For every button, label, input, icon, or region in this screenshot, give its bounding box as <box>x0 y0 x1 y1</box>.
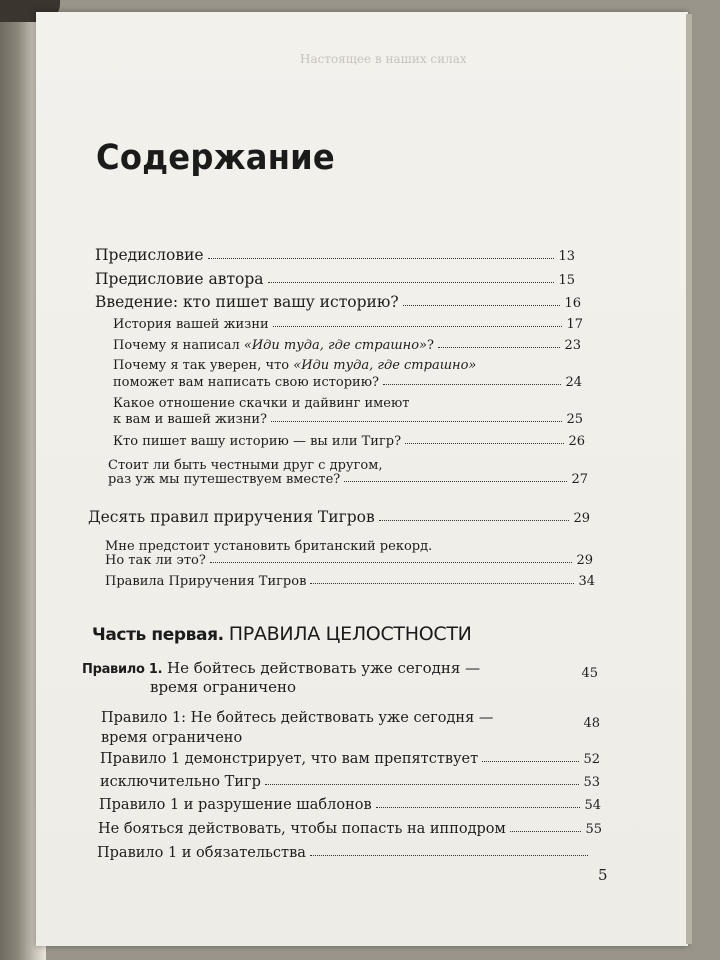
toc-subentry: к вам и вашей жизни? 25 <box>113 412 583 427</box>
toc-subentry: История вашей жизни 17 <box>113 317 583 332</box>
rule-heading-line1: Правило 1. Не бойтесь действовать уже сегодня — <box>82 659 481 677</box>
toc-subentry: Правило 1 и обязательства <box>97 845 592 861</box>
toc-subentry-line1: Почему я так уверен, что «Иди туда, где страшно» <box>113 358 477 373</box>
toc-subentry: Почему я написал «Иди туда, где страшно»? 23 <box>113 338 581 353</box>
toc-subentry: раз уж мы путешествуем вместе? 27 <box>108 472 588 487</box>
toc-subentry: Но так ли это? 29 <box>105 553 593 568</box>
toc-subentry-line1: Какое отношение скачки и дайвинг имеют <box>113 396 410 411</box>
toc-subentry-page: 48 <box>583 716 600 731</box>
page-title: Содержание <box>96 138 335 178</box>
toc-subentry-line1: Мне предстоит установить британский рекорд. <box>105 539 433 554</box>
toc-entry: Предисловие автора 15 <box>95 270 575 288</box>
toc-subentry: Кто пишет вашу историю — вы или Тигр? 26 <box>113 434 585 449</box>
toc-subentry: исключительно Тигр 53 <box>100 774 600 790</box>
show-through-text: Настоящее в наших силах <box>300 52 467 66</box>
toc-entry: Введение: кто пишет вашу историю? 16 <box>95 293 581 311</box>
toc-subentry: время ограничено <box>101 730 243 746</box>
rule-heading-line2: время ограничено <box>150 678 297 696</box>
part-heading: Часть первая. ПРАВИЛА ЦЕЛОСТНОСТИ <box>92 623 472 645</box>
page-edge <box>686 14 692 944</box>
toc-subentry: Правило 1 и разрушение шаблонов 54 <box>99 797 601 813</box>
rule-heading-page: 45 <box>581 666 598 681</box>
toc-subentry: поможет вам написать свою историю? 24 <box>113 375 582 390</box>
toc-subentry-line1: Правило 1: Не бойтесь действовать уже сегодня — <box>101 710 494 726</box>
toc-entry: Десять правил приручения Тигров 29 <box>88 508 590 526</box>
toc-entry: Предисловие 13 <box>95 246 575 264</box>
toc-subentry: Не бояться действовать, чтобы попасть на ипподром 55 <box>98 821 602 837</box>
toc-subentry-line1: Стоит ли быть честными друг с другом, <box>108 458 383 473</box>
page-number: 5 <box>598 866 608 884</box>
toc-subentry: Правила Приручения Тигров 34 <box>105 574 595 589</box>
toc-subentry: Правило 1 демонстрирует, что вам препятствует 52 <box>100 751 600 767</box>
